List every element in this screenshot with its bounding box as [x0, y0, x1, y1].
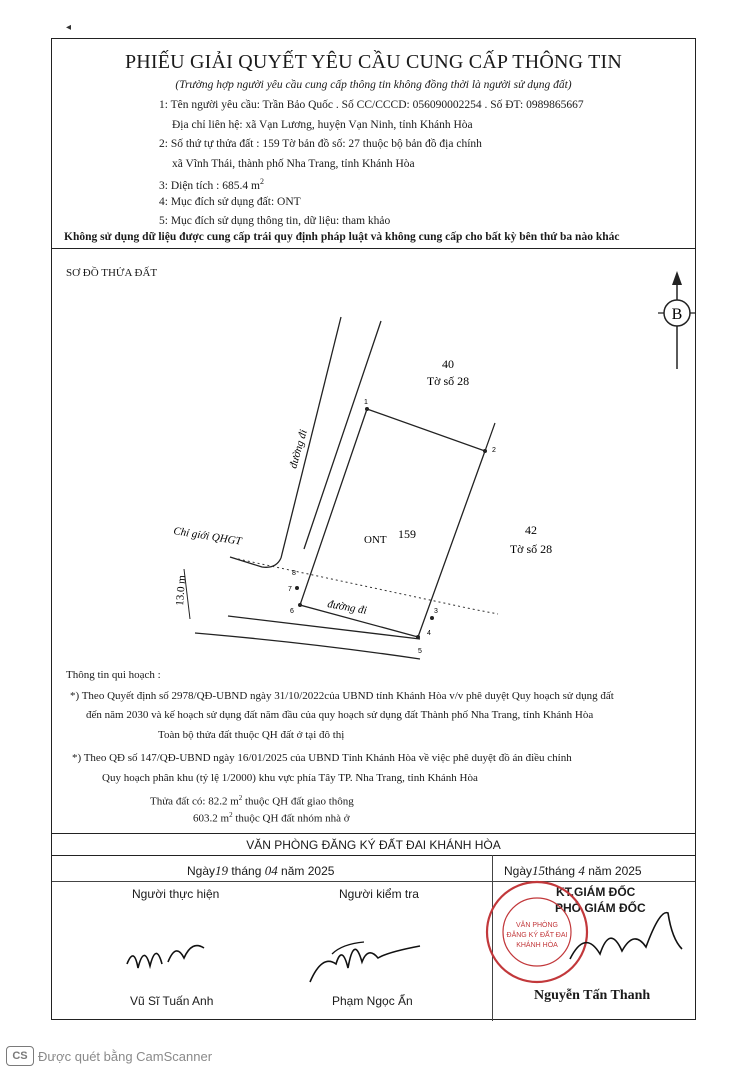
date-left — [187, 863, 334, 879]
planning-p2a: *) Theo QĐ số 147/QĐ-UBND ngày 16/01/2025 của UBND Tỉnh Khánh Hòa về việc phê duyệt đồ án điều chỉnh — [72, 752, 572, 764]
page-title: PHIẾU GIẢI QUYẾT YÊU CẦU CUNG CẤP THÔNG TIN — [124, 51, 623, 73]
date-right-pre: Ngày — [504, 864, 533, 878]
director-signature-icon — [560, 899, 690, 979]
date-left-day: 19 — [215, 863, 229, 878]
planning-p2d-post: thuộc QH đất nhóm nhà ở — [232, 812, 350, 825]
planning-sup-2: 2 — [229, 811, 233, 819]
svg-text:VĂN PHÒNG: VĂN PHÒNG — [515, 922, 559, 929]
point-label-2: 2 — [492, 447, 496, 454]
vertex-point — [483, 449, 487, 453]
date-left-pre: Ngày — [187, 864, 216, 878]
area-line — [159, 177, 264, 192]
parcel-location-line: xã Vĩnh Thái, thành phố Nha Trang, tỉnh Khánh Hòa — [172, 158, 415, 170]
planning-p2c-pre: Thửa đất có: 82.2 m — [150, 795, 239, 808]
parcel-number-line: 2: Số thứ tự thửa đất : 159 Tờ bản đồ số: 27 thuộc bộ bản đồ địa chính — [159, 138, 482, 150]
parcel-type-label: ONT — [364, 534, 387, 546]
point-label-1: 1 — [364, 399, 368, 406]
planning-p1b: đến năm 2030 và kế hoạch sử dụng đất năm đầu của quy hoạch sử dụng đất Thành phố Nha Trang, tỉnh Khánh Hòa — [86, 709, 594, 721]
planning-heading: Thông tin qui hoạch : — [66, 669, 161, 681]
planning-p1c: Toàn bộ thửa đất thuộc QH đất ở tại đô thị — [158, 729, 345, 741]
divider — [52, 881, 695, 882]
performer-name: Vũ Sĩ Tuấn Anh — [130, 994, 214, 1008]
vertex-point — [430, 616, 434, 620]
road-west-edge-right — [304, 321, 381, 549]
road-corner — [230, 557, 281, 567]
east-parcel-number: 42 — [525, 523, 537, 537]
corner-mark: ◂ — [66, 22, 72, 33]
point-label-7: 7 — [288, 586, 292, 593]
date-left-post: năm 2025 — [277, 864, 335, 878]
area-value: 3: Diện tích : 685.4 m — [159, 179, 260, 192]
vertex-point — [295, 586, 299, 590]
north-label: B — [671, 306, 683, 323]
performer-title: Người thực hiện — [132, 887, 220, 901]
date-left-mid: tháng — [228, 864, 265, 878]
point-label-4: 4 — [427, 630, 431, 637]
requester-line: 1: Tên người yêu cầu: Trần Bảo Quốc . Số CC/CCCD: 056090002254 . Số ĐT: 0989865667 — [159, 99, 584, 111]
divider — [52, 855, 695, 856]
point-label-6: 6 — [290, 608, 294, 615]
planning-p1a: *) Theo Quyết định số 2978/QĐ-UBND ngày 31/10/2022của UBND tỉnh Khánh Hòa v/v phê duyệt Quy hoạch sử dụng đất — [70, 690, 614, 702]
land-use-line: 4: Mục đích sử dụng đất: ONT — [159, 196, 301, 208]
usage-warning: Không sử dụng dữ liệu được cung cấp trái quy định pháp luật và không cung cấp cho bất kỳ bên thứ ba nào khác — [64, 231, 620, 243]
parcel-number-label: 159 — [398, 527, 416, 541]
date-right-month: 4 — [578, 863, 585, 878]
north-parcel-sheet: Tờ số 28 — [426, 374, 470, 388]
date-right-day: 15 — [532, 863, 546, 878]
planning-p2c — [150, 794, 354, 808]
parcel-diagram — [52, 251, 697, 671]
point-label-5: 5 — [418, 648, 422, 655]
checker-signature-icon — [302, 924, 432, 994]
scanner-watermark: Được quét bằng CamScanner — [38, 1049, 213, 1064]
area-unit-sup: 2 — [259, 177, 264, 186]
road-south-edge-mid — [228, 616, 420, 639]
point-label-3: 3 — [434, 608, 438, 615]
planning-p2b: Quy hoạch phân khu (tỷ lệ 1/2000) khu vực phía Tây TP. Nha Trang, tỉnh Khánh Hòa — [102, 772, 478, 784]
dimension-label: 13.0 m — [174, 574, 189, 607]
planning-p2c-post: thuộc QH đất giao thông — [242, 795, 354, 808]
road-west-edge-left — [281, 317, 341, 558]
performer-signature-icon — [122, 934, 222, 979]
planning-p2d-pre: 603.2 m — [193, 812, 230, 825]
road-south-edge-bottom — [195, 633, 420, 659]
director-title-2: PHÓ GIÁM ĐỐC — [555, 901, 646, 915]
divider — [52, 833, 695, 834]
point-label-8: 8 — [292, 570, 296, 577]
svg-text:ĐĂNG KÝ ĐẤT ĐAI: ĐĂNG KÝ ĐẤT ĐAI — [506, 932, 568, 939]
east-parcel-sheet: Tờ số 28 — [509, 542, 553, 556]
address-line: Địa chỉ liên hệ: xã Vạn Lương, huyện Vạn Ninh, tỉnh Khánh Hòa — [172, 119, 473, 131]
road-west-label: đường đi — [287, 428, 310, 470]
planning-sup-1: 2 — [238, 794, 243, 802]
date-right-mid: tháng — [545, 864, 579, 878]
director-name: Nguyễn Tấn Thanh — [534, 988, 651, 1003]
director-title-1: KT.GIÁM ĐỐC — [556, 885, 636, 899]
checker-name: Phạm Ngọc Ẩn — [332, 994, 413, 1008]
office-name: VĂN PHÒNG ĐĂNG KÝ ĐẤT ĐAI KHÁNH HÒA — [246, 838, 501, 852]
checker-title: Người kiểm tra — [339, 887, 419, 901]
qhgt-boundary-line — [238, 559, 498, 614]
road-south-label: đường đi — [326, 598, 368, 617]
north-parcel-number: 40 — [442, 357, 454, 371]
page-subtitle: (Trường hợp người yêu cầu cung cấp thông tin không đồng thời là người sử dụng đất) — [175, 79, 572, 91]
planning-p2d — [193, 811, 350, 825]
qhgt-label: Chỉ giới QHGT — [172, 525, 243, 548]
vertex-point — [416, 635, 420, 639]
diagram-heading: SƠ ĐỒ THỬA ĐẤT — [66, 267, 158, 279]
document-frame — [51, 38, 696, 1020]
info-purpose-line: 5: Mục đích sử dụng thông tin, dữ liệu: tham khảo — [159, 215, 391, 227]
date-left-month: 04 — [264, 863, 278, 878]
svg-text:KHÁNH HÒA: KHÁNH HÒA — [516, 942, 558, 949]
divider — [52, 248, 695, 249]
vertex-point — [298, 603, 302, 607]
date-right-post: năm 2025 — [584, 864, 642, 878]
vertex-point — [365, 407, 369, 411]
camscanner-logo: CS — [6, 1046, 34, 1066]
